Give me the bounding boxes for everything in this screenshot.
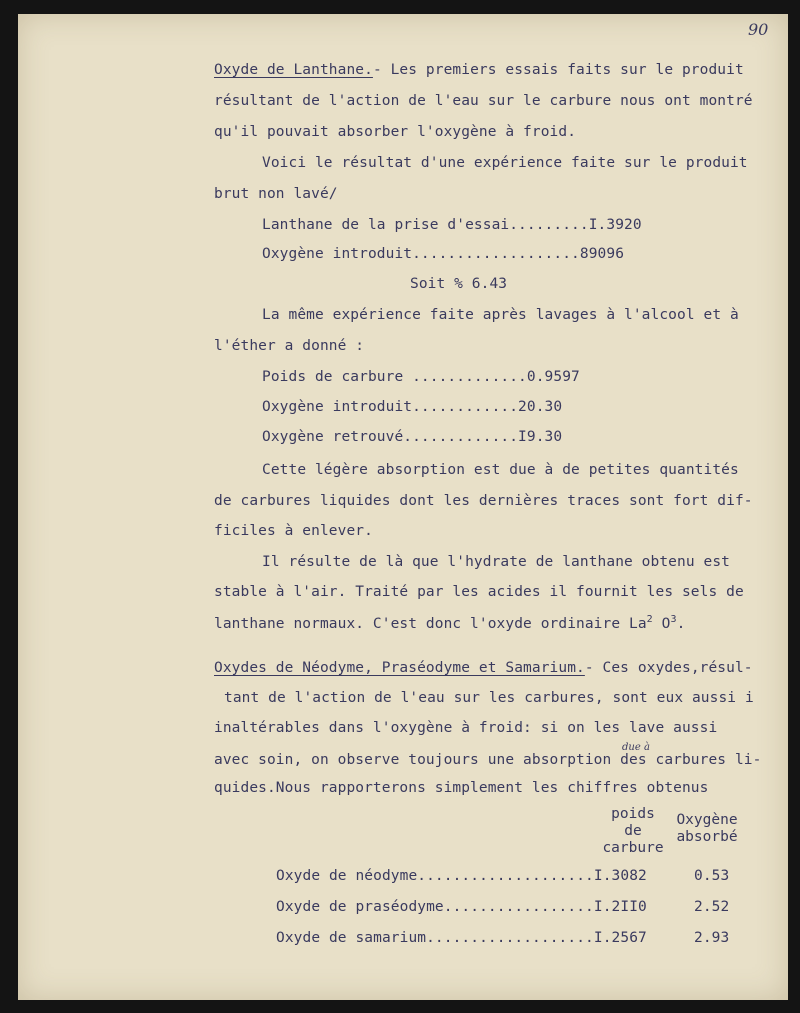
table-row-neodyme-oxygen: 0.53: [694, 868, 730, 884]
table-header-poids: [598, 806, 668, 857]
paragraph-1-line-1-text: - Les premiers essais faits sur le produit: [372, 62, 744, 78]
paragraph-4-line-2: de carbures liquides dont les dernières traces sont fort dif-: [214, 493, 753, 509]
exp2-row-2: Oxygène introduit............20.30: [262, 399, 563, 415]
header-oxygene-line-2: absorbé: [676, 829, 738, 845]
paragraph-5-line-2: stable à l'air. Traité par les acides il fournit les sels de: [214, 584, 744, 600]
paragraph-2-line-1: Voici le résultat d'une expérience faite sur le produit: [262, 155, 748, 171]
header-poids-line-2: de: [624, 823, 642, 839]
paragraph-6-line-3: inaltérables dans l'oxygène à froid: si on les lave aussi: [214, 720, 718, 736]
section-heading-lanthane: Oxyde de Lanthane.: [214, 62, 373, 78]
paragraph-6-line-1-text: - Ces oxydes,résul-: [584, 660, 753, 676]
paragraph-3-line-2: l'éther a donné :: [214, 338, 365, 354]
paragraph-5-line-3-text: lanthane normaux. C'est donc l'oxyde ordinaire La: [214, 615, 647, 632]
paragraph-1-line-3: qu'il pouvait absorber l'oxygène à froid.: [214, 124, 577, 140]
header-poids-line-3: carbure: [602, 840, 664, 856]
table-row-praseodyme-oxygen: 2.52: [694, 899, 730, 915]
oxygen-symbol: O: [652, 615, 671, 632]
handwritten-annotation: due à: [622, 742, 650, 753]
exp2-row-3: Oxygène retrouvé.............I9.30: [262, 429, 563, 445]
paragraph-5-line-1: Il résulte de là que l'hydrate de lanthane obtenu est: [262, 554, 730, 570]
section-heading-oxydes: Oxydes de Néodyme, Praséodyme et Samarium.: [214, 660, 585, 676]
paragraph-4-line-3: ficiles à enlever.: [214, 523, 373, 539]
table-row-samarium-label: Oxyde de samarium...................I.2567: [276, 930, 647, 946]
exp1-soit: Soit % 6.43: [410, 276, 508, 292]
exp1-row-2: Oxygène introduit...................89096: [262, 246, 625, 262]
period: .: [676, 615, 686, 632]
paragraph-4-line-1: Cette légère absorption est due à de petites quantités: [262, 462, 739, 478]
paragraph-6-line-1: [214, 660, 753, 676]
paragraph-1-line-2: résultant de l'action de l'eau sur le carbure nous ont montré: [214, 93, 753, 109]
exp2-row-1: Poids de carbure .............0.9597: [262, 369, 580, 385]
exp1-row-1: Lanthane de la prise d'essai.........I.3920: [262, 217, 642, 233]
paragraph-1-line-1: [214, 62, 744, 78]
paragraph-6-line-5: quides.Nous rapporterons simplement les chiffres obtenus: [214, 780, 709, 796]
paragraph-6-line-4: avec soin, on observe toujours une absorption des carbures li-: [214, 752, 762, 768]
superscript-2: 2: [646, 614, 653, 625]
table-row-neodyme-label: Oxyde de néodyme....................I.3082: [276, 868, 647, 884]
paragraph-5-line-3: [214, 614, 685, 632]
superscript-3: 3: [670, 614, 677, 625]
paragraph-6-line-2: tant de l'action de l'eau sur les carbures, sont eux aussi i: [224, 690, 754, 706]
table-header-oxygene: [672, 812, 742, 846]
header-poids-line-1: poids: [611, 806, 655, 822]
table-row-samarium-oxygen: 2.93: [694, 930, 730, 946]
paragraph-3-line-1: La même expérience faite après lavages à l'alcool et à: [262, 307, 739, 323]
paragraph-2-line-2: brut non lavé/: [214, 186, 338, 202]
page-number: 90: [748, 20, 769, 39]
table-row-praseodyme-label: Oxyde de praséodyme.................I.2II0: [276, 899, 647, 915]
header-oxygene-line-1: Oxygène: [676, 812, 738, 828]
